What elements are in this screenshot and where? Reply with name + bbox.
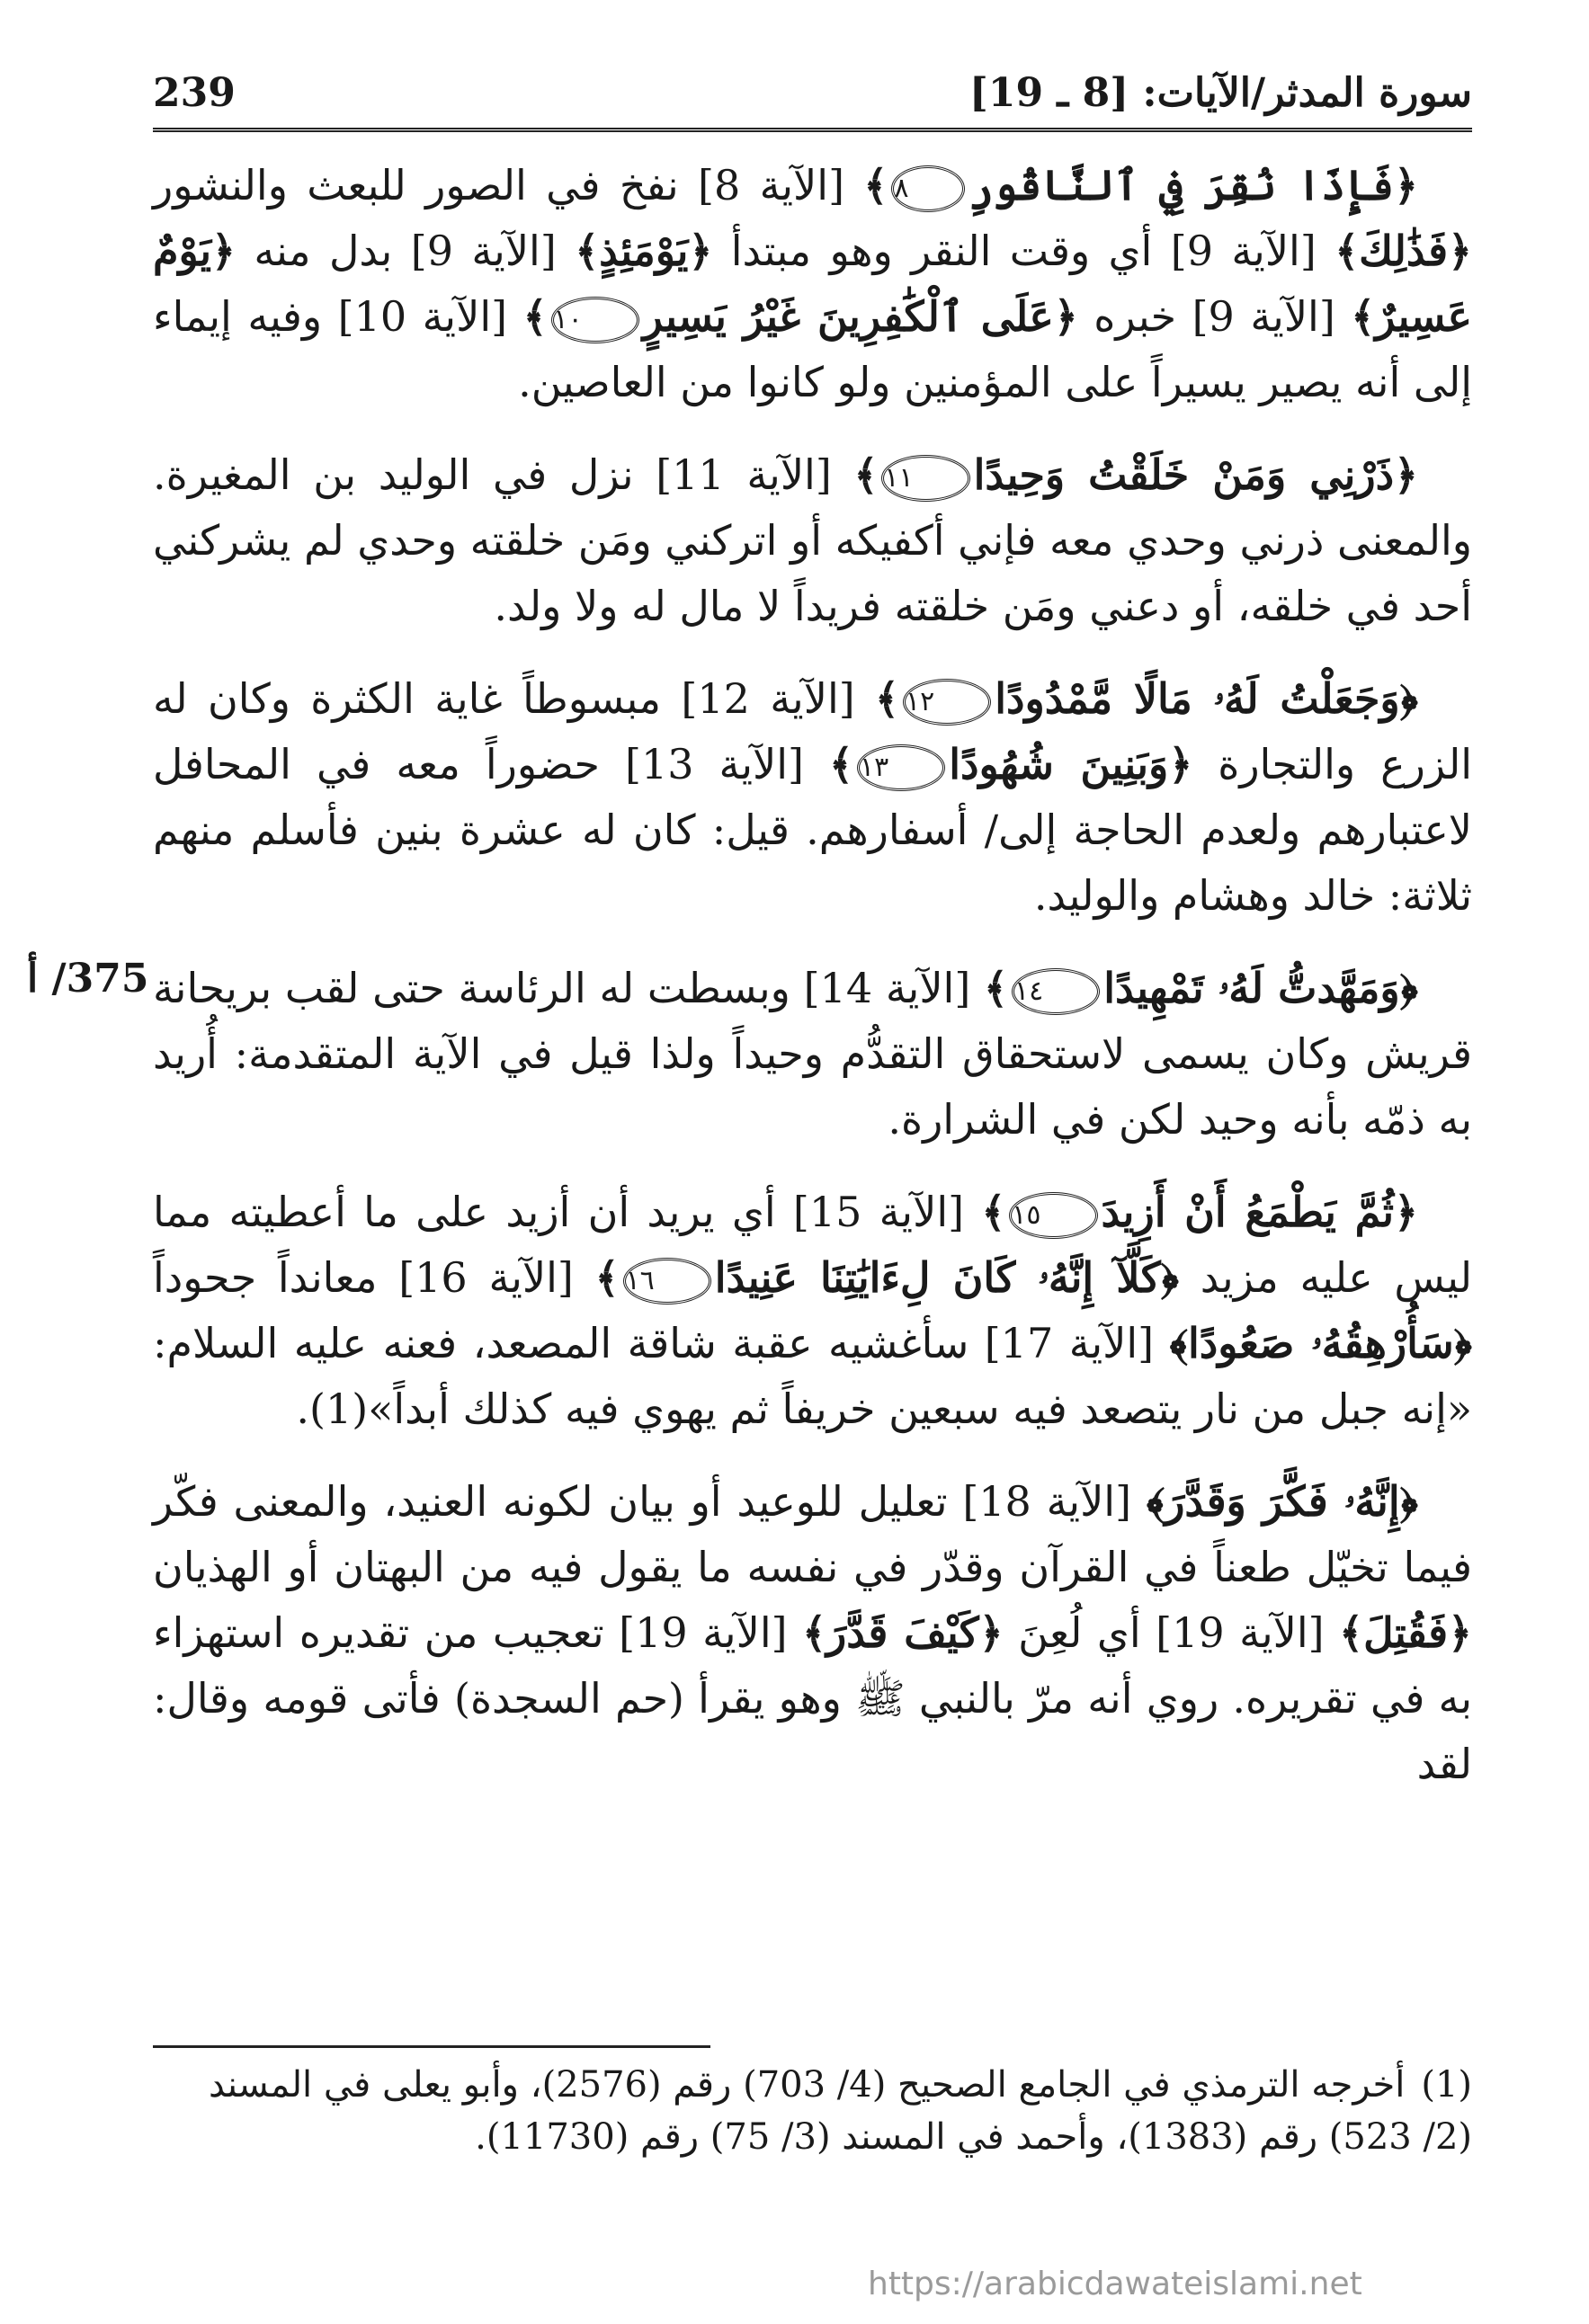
commentary-text: [الآية 8] نفخ في الصور للبعث والنشور [153, 161, 864, 209]
quran-verse: ﴿وَبَنِينَ شُهُودًا [949, 740, 1193, 788]
commentary-text: [الآية 10] وفيه إيماء إلى أنه يصير يسيراً على المؤمنين ولو كانوا من العاصين. [153, 292, 1472, 406]
commentary-text: [الآية 12] مبسوطاً غاية الكثرة وكان له الزرع والتجارة [153, 674, 1473, 788]
footnote [153, 2059, 1472, 2163]
main-text [153, 153, 1472, 1824]
quran-verse: ﴿سَأُرْهِقُهُۥ صَعُودًا﴾ [1169, 1319, 1472, 1367]
commentary-text: [الآية 9] أي وقت النقر وهو مبتدأ [712, 227, 1335, 275]
quran-verse: ﴾ [594, 1253, 620, 1302]
quran-verse: ﴾ [981, 1188, 1006, 1236]
ayah-number-mark: ١٣ [857, 744, 945, 791]
commentary-text: [الآية 18] تعليل للوعيد أو بيان لكونه العنيد، والمعنى فكّر فيما تخيّل طعناً في القرآن وقدّر في نفسه ما يقول فيه من البهتان أو الهذيان [153, 1477, 1473, 1591]
commentary-text: [الآية 17] سأغشيه عقبة شاقة المصعد، فعنه عليه السلام: «إنه جبل من نار يتصعد فيه سبعين خريفاً ثم يهوي فيه كذلك أبداً»(1). [153, 1319, 1472, 1433]
paragraph [153, 956, 1472, 1153]
quran-verse: ﴿يَوْمَئِذٍ﴾ [575, 227, 713, 275]
quran-verse: ﴿كَلَّآ إِنَّهُۥ كَانَ لِءَايَٰتِنَا عَنِيدًا [714, 1253, 1180, 1302]
ayah-number-mark: ١٦ [623, 1258, 711, 1304]
quran-verse: ﴾ [863, 161, 888, 209]
paragraph [153, 666, 1472, 929]
commentary-text: [الآية 14] وبسطت له الرئاسة حتى لقب بريحانة قريش وكان يسمى لاستحقاق التقدُّم وحيداً ولذا قيل في الآية المتقدمة: أُريد به ذمّه بأنه وحيد لكن في الشرارة. [153, 964, 1472, 1144]
quran-verse: ﴾ [984, 964, 1008, 1012]
source-watermark: https://arabicdawateislami.net [868, 2266, 1362, 2302]
commentary-text: [الآية 13] حضوراً معه في المحافل لاعتبارهم ولعدم الحاجة إلى/ أسفارهم. قيل: كان له عشرة بنين فأسلم منهم ثلاثة: خالد وهشام والوليد. [153, 740, 1472, 920]
footnote-divider [153, 2045, 710, 2048]
quran-verse: ﴿ثُمَّ يَطْمَعُ أَنْ أَزِيدَ [1101, 1188, 1419, 1236]
ayah-number-mark: ١٠ [551, 297, 639, 343]
commentary-text: [الآية 19] أي لُعِنَ [1003, 1608, 1340, 1657]
ayah-number-mark: ١١ [881, 455, 969, 502]
ayah-number-mark: ١٤ [1012, 968, 1100, 1015]
footnote-text: أخرجه الترمذي في الجامع الصحيح (4/ 703) رقم (2576)، وأبو يعلى في المسند (2/ 523) رقم (1383)، وأحمد في المسند (3/ 75) رقم (11730). [208, 2064, 1472, 2158]
quran-verse: ﴿وَمَهَّدتُّ لَهُۥ تَمْهِيدًا [1103, 964, 1418, 1012]
manuscript-folio-note: 375/ أ [27, 956, 149, 1002]
page-header [153, 63, 1472, 132]
footnote-number: (1) [1421, 2064, 1472, 2106]
quran-verse: ﴿كَيْفَ قَدَّرَ﴾ [802, 1608, 1004, 1657]
quran-verse: ﴿وَجَعَلْتُ لَهُۥ مَالًا مَّمْدُودًا [995, 674, 1418, 723]
quran-verse: ﴾ [829, 740, 853, 788]
quran-verse: ﴾ [875, 674, 899, 723]
commentary-text: [الآية 9] بدل منه [236, 227, 576, 275]
quran-verse: ﴿فَإِذَا نُقِرَ فِي ٱلنَّاقُورِ [969, 161, 1418, 209]
quran-verse: ﴾ [522, 292, 548, 341]
ayah-number-mark: ١٢ [903, 679, 991, 726]
commentary-text: [الآية 15] أي يريد أن أزيد على ما أعطيته مما ليس عليه مزيد [153, 1188, 1472, 1302]
quran-verse: ﴿يَوْمٌ عَسِيرٌ﴾ [153, 227, 1472, 341]
ayah-number-mark: ١٥ [1009, 1192, 1097, 1239]
commentary-text: [الآية 16] معانداً جحوداً [153, 1253, 595, 1302]
quran-verse: ﴿فَقُتِلَ﴾ [1339, 1608, 1473, 1657]
paragraph [153, 1180, 1472, 1442]
quran-verse: ﴿فَذَٰلِكَ﴾ [1335, 227, 1473, 275]
page-number: 239 [153, 70, 236, 116]
quran-verse: ﴿إِنَّهُۥ فَكَّرَ وَقَدَّرَ﴾ [1146, 1477, 1419, 1526]
quran-verse: ﴿ذَرْنِي وَمَنْ خَلَقْتُ وَحِيدًا [973, 450, 1419, 499]
commentary-text: [الآية 19] تعجيب من تقديره استهزاء به في تقريره. روي أنه مرّ بالنبي ﷺ وهو يقرأ (حم السجدة) فأتى قومه وقال: لقد [153, 1608, 1472, 1788]
paragraph [153, 153, 1472, 415]
running-title: سورة المدثر/الآيات: [8 ـ 19] [969, 70, 1472, 116]
commentary-text: [الآية 11] نزل في الوليد بن المغيرة. والمعنى ذرني وحدي معه فإني أكفيكه أو اتركني ومَن خلقته وحدي لم يشركني أحد في خلقه، أو دعني ومَن خلقته فريداً لا مال له ولا ولد. [153, 450, 1472, 630]
paragraph [153, 1469, 1472, 1797]
quran-verse: ﴾ [853, 450, 879, 499]
quran-verse: ﴿عَلَى ٱلْكَٰفِرِينَ غَيْرُ يَسِيرٍ [642, 292, 1078, 341]
commentary-text: [الآية 9] خبره [1077, 292, 1352, 341]
paragraph [153, 442, 1472, 639]
footnotes [153, 2059, 1472, 2163]
ayah-number-mark: ٨ [891, 165, 965, 212]
